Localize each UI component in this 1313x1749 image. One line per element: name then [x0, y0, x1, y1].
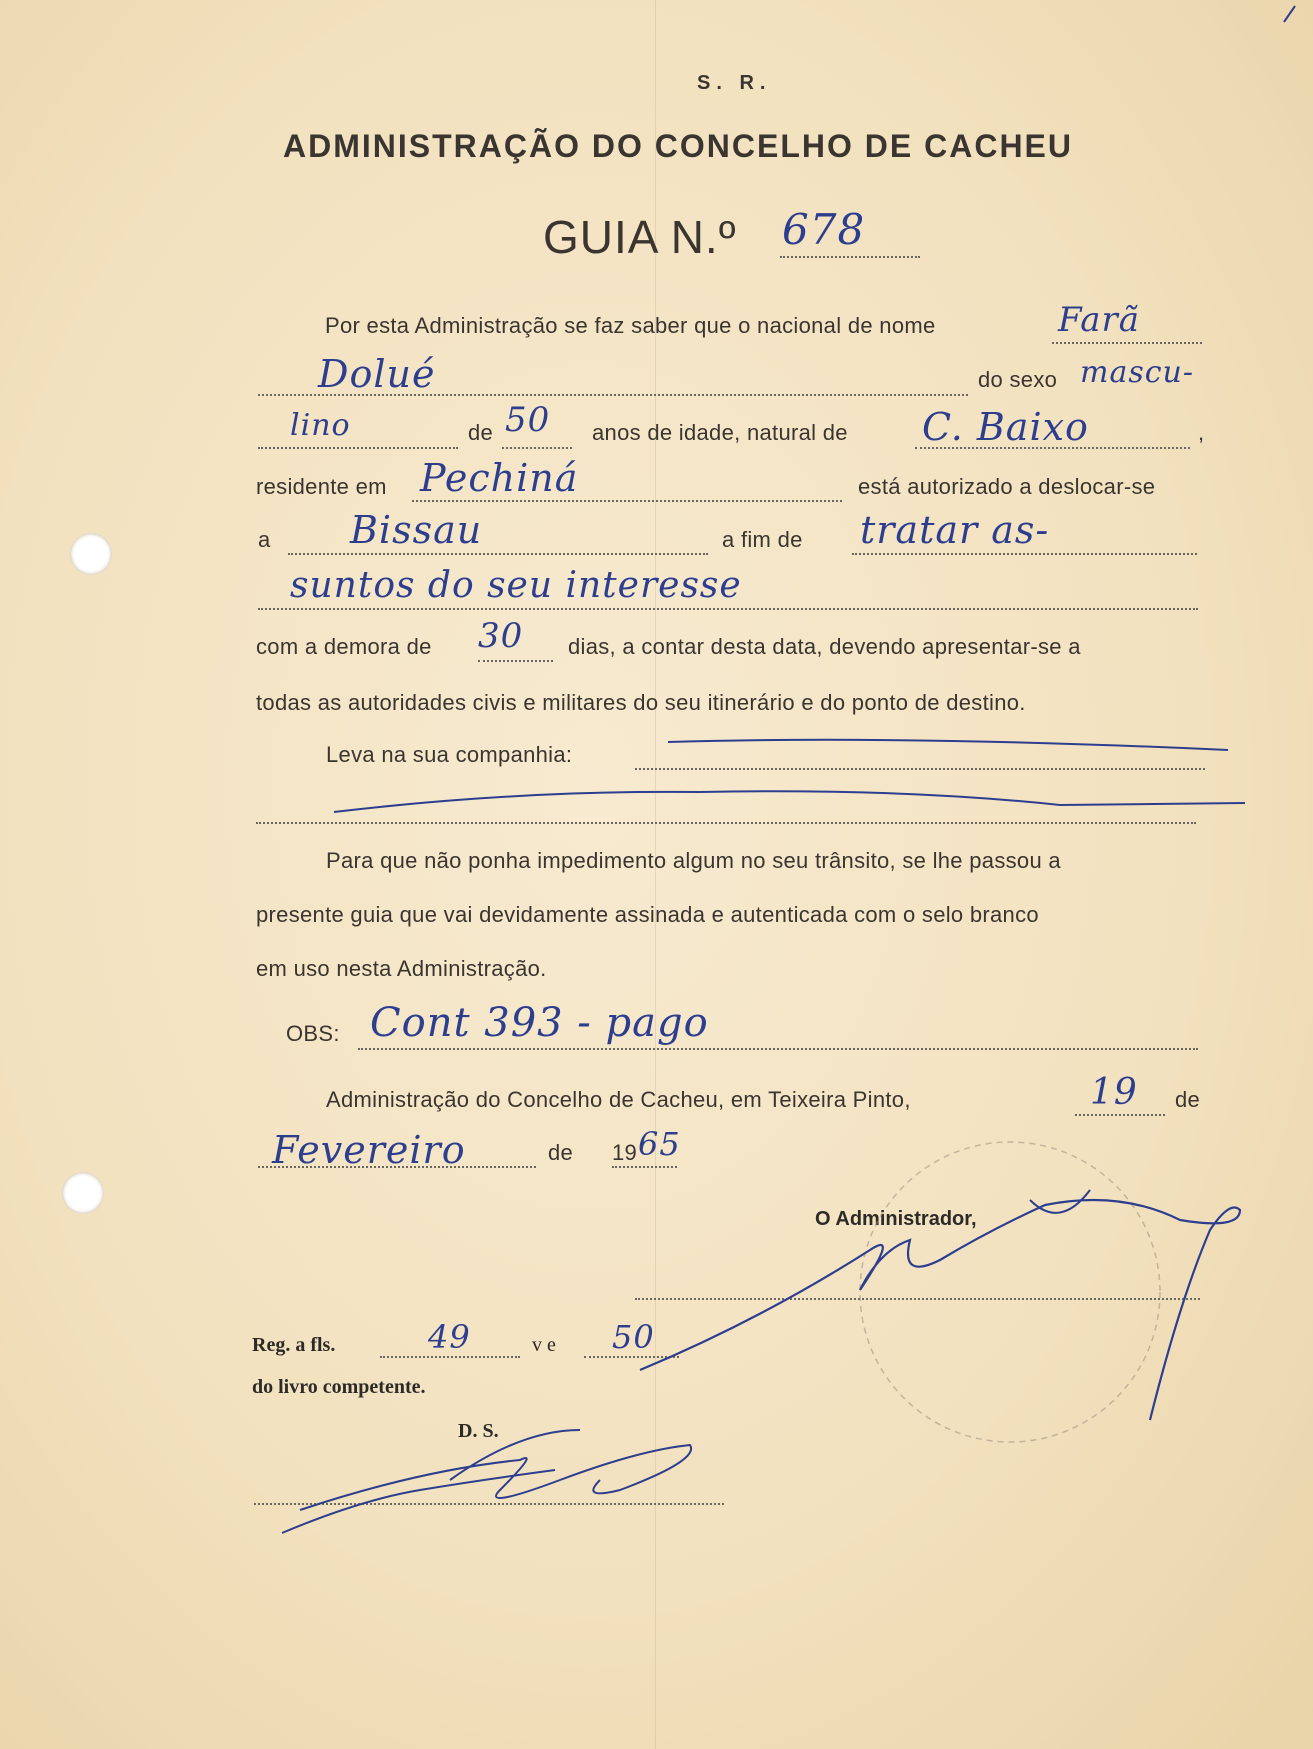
- livro-label: do livro competente.: [252, 1376, 426, 1398]
- white-seal-stamp: [860, 1142, 1160, 1442]
- corner-ink-mark: [1284, 6, 1295, 22]
- para-line2: presente guia que vai devidamente assinada e autenticada com o selo branco: [256, 902, 1039, 927]
- companhia-dash-stroke1: [668, 740, 1228, 750]
- de-label2: de: [1175, 1087, 1201, 1112]
- ve-value: 50: [612, 1318, 655, 1356]
- destino-value: Bissau: [350, 508, 483, 552]
- day-value: 19: [1090, 1072, 1138, 1113]
- sexo-part2: lino: [290, 408, 351, 443]
- afim-label: a fim de: [722, 527, 803, 552]
- administrador-label: O Administrador,: [815, 1208, 977, 1230]
- document-title: ADMINISTRAÇÃO DO CONCELHO DE CACHEU: [283, 128, 1073, 164]
- companhia-label: Leva na sua companhia:: [326, 742, 573, 767]
- guia-label: GUIA N.º: [543, 211, 737, 263]
- obs-value: Cont 393 - pago: [370, 1000, 709, 1046]
- sexo-label: do sexo: [978, 367, 1058, 392]
- name-part2: Dolué: [318, 352, 436, 396]
- ve-label: v e: [532, 1334, 556, 1356]
- fls-value: 49: [428, 1318, 471, 1356]
- de-label3: de: [548, 1140, 574, 1165]
- de-label: de: [468, 420, 494, 445]
- administrador-signature: [640, 1200, 1240, 1420]
- month-value: Fevereiro: [272, 1128, 466, 1172]
- dias-text: dias, a contar desta data, devendo apresentar-se a: [568, 634, 1081, 659]
- sexo-part1: mascu-: [1080, 355, 1194, 390]
- guia-number: 678: [782, 205, 866, 254]
- anos-label: anos de idade, natural de: [592, 420, 848, 445]
- residente-label: residente em: [256, 474, 387, 499]
- comma: ,: [1198, 420, 1205, 445]
- autorizado-label: está autorizado a deslocar-se: [858, 474, 1156, 499]
- todas-text: todas as autoridades civis e militares do seu itinerário e do ponto de destino.: [256, 690, 1026, 715]
- header-sr: S. R.: [697, 72, 772, 94]
- motivo-part1: tratar as-: [860, 508, 1050, 552]
- residente-value: Pechiná: [420, 456, 579, 500]
- name-part1: Farã: [1058, 300, 1141, 340]
- companhia-dash-stroke2: [334, 791, 1245, 812]
- demora-label: com a demora de: [256, 634, 432, 659]
- demora-value: 30: [478, 616, 524, 656]
- motivo-part2: suntos do seu interesse: [290, 565, 742, 606]
- admin-text: Administração do Concelho de Cacheu, em Teixeira Pinto,: [326, 1087, 911, 1112]
- age-value: 50: [505, 400, 551, 440]
- natural-value: C. Baixo: [922, 405, 1089, 449]
- year-suffix: 65: [638, 1125, 681, 1163]
- para-line3: em uso nesta Administração.: [256, 956, 547, 981]
- line1-prefix: Por esta Administração se faz saber que o nacional de nome: [325, 313, 936, 338]
- para-line1: Para que não ponha impedimento algum no seu trânsito, se lhe passou a: [326, 848, 1061, 873]
- ds-label: D. S.: [458, 1420, 499, 1442]
- reg-label: Reg. a fls.: [252, 1334, 336, 1356]
- ds-signature: [282, 1430, 691, 1533]
- year-prefix: 19: [612, 1140, 638, 1165]
- obs-label: OBS:: [286, 1021, 340, 1046]
- a-label: a: [258, 527, 271, 552]
